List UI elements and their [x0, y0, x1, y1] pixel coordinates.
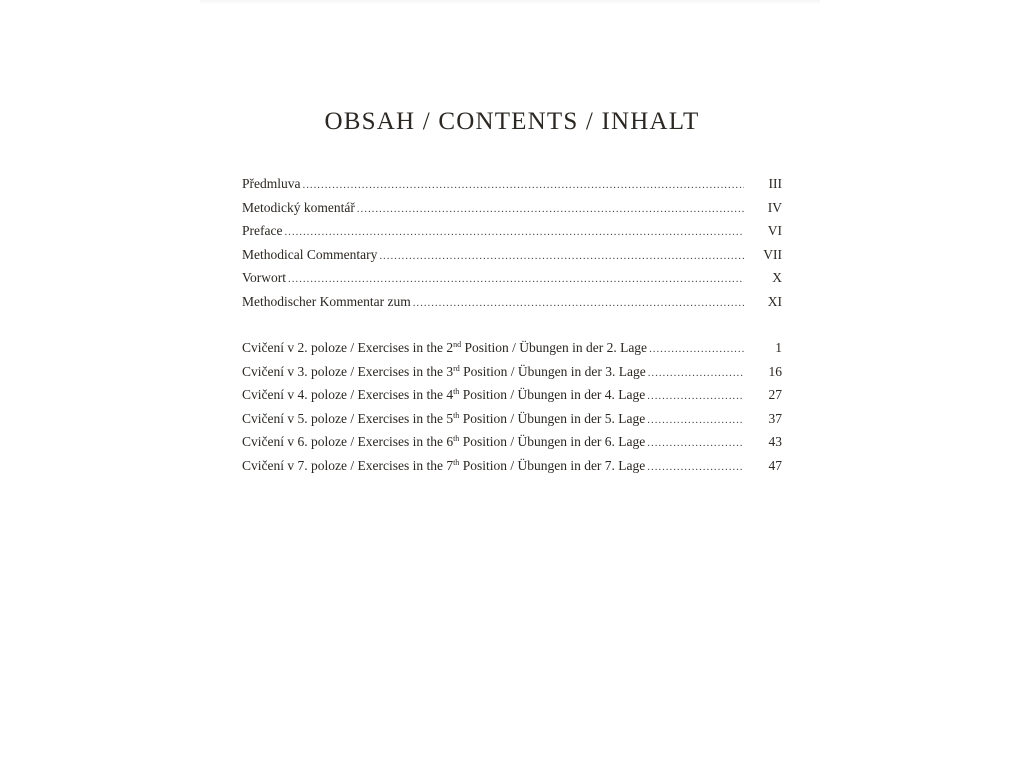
toc-entry-label [242, 411, 647, 427]
ordinal-suffix: nd [453, 340, 462, 349]
toc-dot-leader [284, 226, 744, 238]
toc-dot-leader [413, 297, 744, 309]
ordinal-suffix: rd [453, 363, 460, 373]
toc-entry-label [242, 387, 647, 403]
toc-entry-page: 37 [768, 410, 782, 426]
toc-entry-label-suffix: Position / Übungen in der 6. Lage [459, 434, 646, 450]
toc-entry-page: VII [763, 246, 782, 262]
toc-entry-label-prefix: Cvičení v 5. poloze / Exercises in the 5 [242, 410, 454, 426]
toc-entry-label: Metodický komentář [242, 199, 355, 215]
toc-entry-label: Vorwort [242, 270, 287, 286]
toc-entry [242, 270, 782, 294]
toc-dot-leader [303, 179, 745, 191]
toc-entry-label: Methodischer Kommentar zum [242, 293, 411, 309]
toc-entry-page: IV [767, 199, 782, 215]
toc-dot-leader [357, 203, 744, 215]
toc-entry [242, 176, 782, 200]
toc-front-matter [242, 176, 782, 318]
toc-entry-page: 47 [768, 457, 782, 473]
toc-entry [242, 247, 782, 271]
toc-entry-label [242, 458, 647, 474]
toc-dot-leader [647, 390, 744, 402]
toc-entry-label-suffix: Position / Übungen in der 3. Lage [459, 363, 646, 379]
toc-entry [242, 387, 782, 411]
toc-entry-label-suffix: Position / Übungen in der 5. Lage [459, 410, 646, 426]
toc-dot-leader [379, 250, 744, 262]
scan-edge-shadow [200, 0, 820, 4]
toc-entry-label [242, 434, 647, 450]
toc-entry-label: Předmluva [242, 176, 301, 191]
toc-entry-label: Preface [242, 223, 283, 239]
toc-entry [242, 364, 782, 388]
toc-dot-leader [647, 414, 744, 426]
ordinal-suffix: th [453, 410, 460, 420]
toc-entry-page: III [768, 176, 782, 191]
toc-entry-label-prefix: Cvičení v 6. poloze / Exercises in the 6 [242, 434, 454, 450]
page-title: OBSAH / CONTENTS / INHALT [324, 108, 700, 135]
toc-entry-label [242, 364, 648, 380]
toc-entry [242, 458, 782, 482]
toc-entry [242, 434, 782, 458]
ordinal-suffix: th [453, 434, 460, 444]
toc-entry-label-prefix: Cvičení v 3. poloze / Exercises in the 3 [242, 363, 454, 379]
toc-entry-label [242, 340, 649, 356]
toc-entry-page: 27 [768, 387, 782, 403]
toc-entry-label-prefix: Cvičení v 7. poloze / Exercises in the 7 [242, 457, 454, 473]
toc-dot-leader [647, 437, 744, 449]
toc-entry-page: 16 [768, 363, 782, 379]
toc-entry [242, 200, 782, 224]
toc-dot-leader [648, 367, 744, 379]
toc-entry [242, 223, 782, 247]
toc-dot-leader [649, 343, 744, 355]
toc-entry-label-prefix: Cvičení v 2. poloze / Exercises in the 2 [242, 340, 454, 355]
toc-entry [242, 294, 782, 318]
toc-entry-page: XI [767, 293, 782, 309]
toc-entry-page: 1 [775, 340, 782, 355]
toc-entry-page: X [772, 270, 782, 286]
toc-dot-leader [288, 273, 744, 285]
toc-entry-page: 43 [768, 434, 782, 450]
ordinal-suffix: th [453, 387, 460, 397]
toc-entry [242, 340, 782, 364]
toc-entry-label-suffix: Position / Übungen in der 2. Lage [461, 340, 648, 355]
toc-entry-label: Methodical Commentary [242, 246, 378, 262]
toc-dot-leader [647, 461, 744, 473]
toc-entry [242, 411, 782, 435]
toc-entry-label-suffix: Position / Übungen in der 7. Lage [459, 457, 646, 473]
ordinal-suffix: th [453, 457, 460, 467]
toc-entry-page: VI [767, 223, 782, 239]
toc-entry-label-suffix: Position / Übungen in der 4. Lage [459, 387, 646, 403]
toc-entry-label-prefix: Cvičení v 4. poloze / Exercises in the 4 [242, 387, 454, 403]
toc-exercises [242, 340, 782, 482]
